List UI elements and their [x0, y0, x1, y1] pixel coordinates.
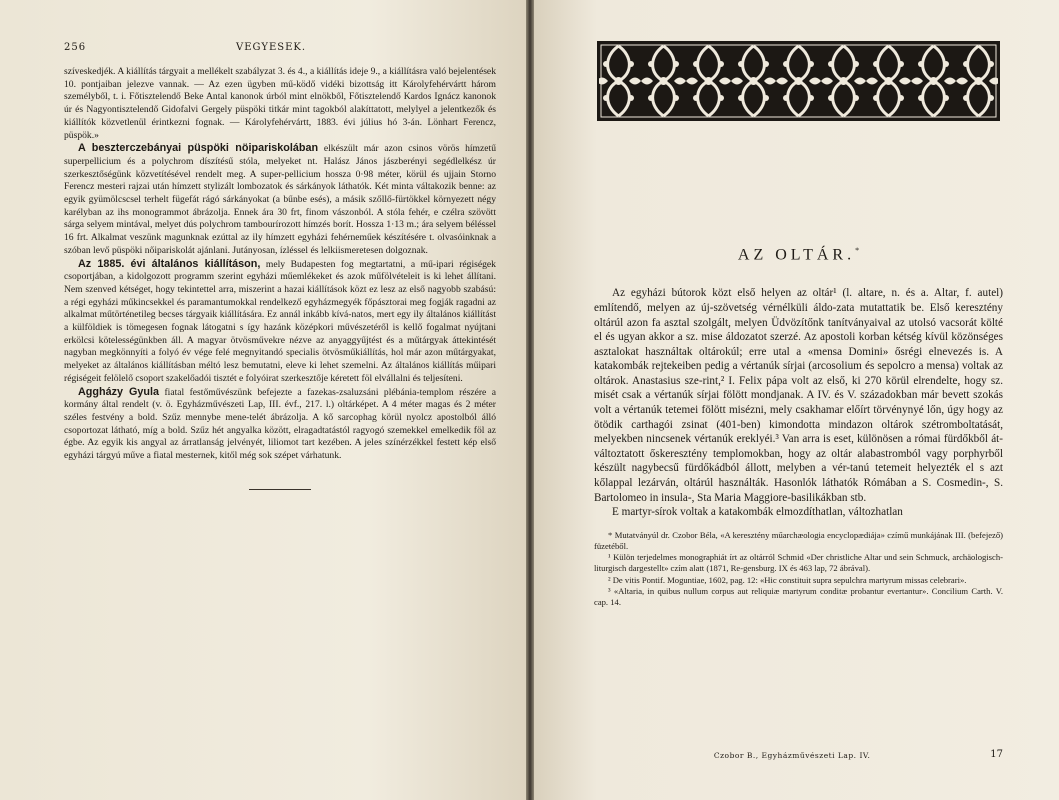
paragraph: Aggházy Gyula fiatal festőművészünk befejezte a fazekas-zsaluzsáni plébánia-templom részére a kormány által rendelt (v. ö. Egyházművészeti Lap, III. évf., 217. l.) oltárképet. A 4 méter magas és 2 méter széles festvény a bold. Szűz mennybe mene-telét ábrázolja. A kő sarcophag körül nyolcz apostolból álló csoportozat látható, míg a bold. Szűz hét angyalka között, elragadtatástól ragyogó szemekkel emelkedik föl az égbe. Az egyik kis angyal az árratlanság jelvényét, liliomot tart kezében. A jeles színérzékkel festett kép első egyházi tárgyú műve a fiatal mesternek, kitől még sok szépet várhatunk. [64, 385, 496, 462]
footnote: ¹ Külön terjedelmes monographiát írt az oltárról Schmid «Der christliche Altar und sein Schmuck, archäologisch-liturgisch dargestellt» czím alatt (1871, Re-gensburg. IX és 463 lap, 72 ábrával). [594, 552, 1003, 574]
ornamental-headpiece-icon [596, 40, 1001, 122]
title-footnote-mark: * [855, 246, 860, 255]
page-number: 256 [64, 42, 87, 53]
end-rule [249, 489, 311, 490]
left-body-text [64, 65, 496, 463]
paragraph-lead: Az 1885. évi általános kiállításon, [78, 257, 261, 270]
paragraph-lead: A beszterczebányai püspöki nöipariskolában [78, 142, 319, 155]
page-footer [594, 749, 1003, 760]
left-page [0, 0, 526, 800]
paragraph: E martyr-sírok voltak a katakombák elmozdíthatlan, változhatlan [612, 506, 903, 519]
footnote: ² De vitis Pontif. Moguntiae, 1602, pag. 12: «Hic constituit supra sepulchra martyrum missas celebrari». [608, 574, 967, 585]
footnote: * Mutatványúl dr. Czobor Béla, «A keresztény műarchæologia encyclopædiája» czímű munkájának III. (befejező) füzetéből. [594, 529, 1003, 552]
paragraph: szíveskedjék. A kiállítás tárgyait a mellékelt szabályzat 3. és 4., a kiállítás ideje 9., a kiállításra való bejelentések 10. pontjaiban jelezve vannak. — Az ezen ügyben mű-ködő vidéki bizottság itt Károlyfehérvártt három személyből, t. i. Főtisztelendő Beke Antal kanonok úrból mint elnökből, Főtisztelendő Kardos Ignácz kanonok úr és Nagyontisztelendő Gidofalvi Gergely püspöki titkár mint tagokból alakíttatott, melylyel a jelentkezők és kiállítók közvetlenül érintkezni fognak. — Károlyfehérvártt, 1883. évi július hó 3-án. Lönhart Ferencz, püspök.» [64, 66, 496, 141]
right-body-text [594, 286, 1003, 520]
right-page [534, 0, 1059, 800]
book-gutter [526, 0, 534, 800]
article-title: AZ OLTÁR.* [737, 246, 860, 264]
footer-credit: Czobor B., Egyházművészeti Lap. IV. [713, 751, 871, 760]
paragraph: Az egyházi bútorok közt első helyen az oltár¹ (l. altare, n. és a. Altar, f. autel) említendő, melyen az új-szövetség vérnélküli áldo-zata mutattatik be. Első keresztény oltárúl azon fa asztal szolgált, melyen Üdvözítőnk tanítványaival az utolsó vacsorát költé el és ugyan akkor a sz. mise áldozatot szerzé. Az apostoli korban kétség kívül közönséges asztalokat használtak oltárokúl; erre utal a «mensa Domini» ősrégi elnevezés is. A katakombák rejtekeiben pedig a vértanúk sírjai (arcosolium és sepolcro a mensa) voltak az oltárok. Anastasius sze-rint,² I. Felix pápa volt az első, ki 270 körül elrendelte, hogy sz. misét csak a vértanúk sírjai fölött mondjanak. A IV. és V. századokban már bevett szokás volt a vértanúk tetemei fölött misézni, mely csakhamar előírt törvénynyé lőn, úgy hogy az ötödik carthagói zsinat (401-ben) kimondotta mindazon oltárok szétromboltatását, melyekben nincsenek vértanúk ereklyéi.³ Van arra is eset, különösen a római fürdőkből át-változtatott őskeresztény templomokban, hogy az oltár alabastromból vagy porphyrből készült nagybecsű fürdőkádból állott, melyben a vér-tanú tetemeit helyezték el s azt kőlappal lezárván, oltárúl használták. Hasonlók láthatók Rómában a S. Cosmedin-, S. Bartolomeo in insula-, Sta Maria Maggiore-basilikákban stb. [594, 287, 1003, 504]
paragraph: Az 1885. évi általános kiállításon, mely Budapesten fog megtartatni, a mű-ipari régiségek csoportjában, a kidolgozott programm szerint egyházi műemlékeket és azok műfölvételeit is ki lehet állítani. Nem szenved kétséget, hogy tekintettel arra, miszerint a hazai kiállítások közt ez lesz az első nagyobb szabású: a régi egyházi műkincsekkel és paramantumokkal rendelkező egyházmegyék főpásztorai meg fogják ragadni az alkalmat műtörténetileg becses tárgyaik kiállítására. Ez annál inkább kívá-natos, mert egy ily általános kiállítást a külföldiek is tömegesen fognak látogatni s így hazánk középkori művészetéről is kellő fogalmat nyújtani erkölcsi kötelességünkben áll. A magyar ötvösművekre nézve az anyaggyűjtést és a műtárgyak áttekintését nagyban megkönnyíti a folyó év vége felé megnyitandó specialis ötvösműkiállítás, hol már azon műtárgyakat, melyeket az általános kiállításban méltó lesz bemutatni, eleve ki lehet szemelni. Az általános kiállítás műipari régiségeit felölelő csoport szakelőadói tisztét e folyóirat szerkesztője kéretett föl elvállalni és teljesíteni. [64, 257, 496, 384]
running-head-title: VEGYESEK. [236, 42, 307, 53]
footnotes [594, 530, 1003, 608]
paragraph-lead: Aggházy Gyula [78, 385, 160, 398]
page-number: 17 [990, 749, 1003, 760]
paragraph: A beszterczebányai püspöki nöipariskolában elkészült már azon csinos vörös hímzetű superpellicium és a polychrom díszítésű stóla, melyeket nt. Halász János jászberényi segédlelkész úr szerkesztőségünk közvetítésével rendelt meg. A super-pellicium hossza 0·98 méter, körül és ujjain Storno Ferencz mesteri rajzai után hímzett stylizált lombozatok és sárkányok láthatók. Két minta váltakozik benne: az egyik gyümölcscsel terhelt fügefát rágó sárkányokat (a bűnbe esés), a másik szőllő-fürtökkel környezett négy karélyban az ihs monogrammot ábrázolja. Ennek ára 30 frt, finom vászonból. A stóla fehér, e czélra szövött sárga selyem mintával, melyet dús polychrom tambourírozott hímzés borít. Hossza 1·13 m.; ára selyem béléssel 16 frt. Alkalmat veszünk magunknak ezúttal az ily hímzett egyházi fehérneműek készítésére t. olvasóinknak a szóban levő püspöki nőipariskolát ajánlani. Jutányosan, ízléssel és lelkiismeretesen dolgoznak. [64, 142, 496, 256]
footnote: ³ «Altaria, in quibus nullum corpus aut reliquiæ martyrum conditæ probantur evertantur». Concilium Carth. V. cap. 14. [594, 585, 1003, 608]
running-head [64, 42, 496, 53]
